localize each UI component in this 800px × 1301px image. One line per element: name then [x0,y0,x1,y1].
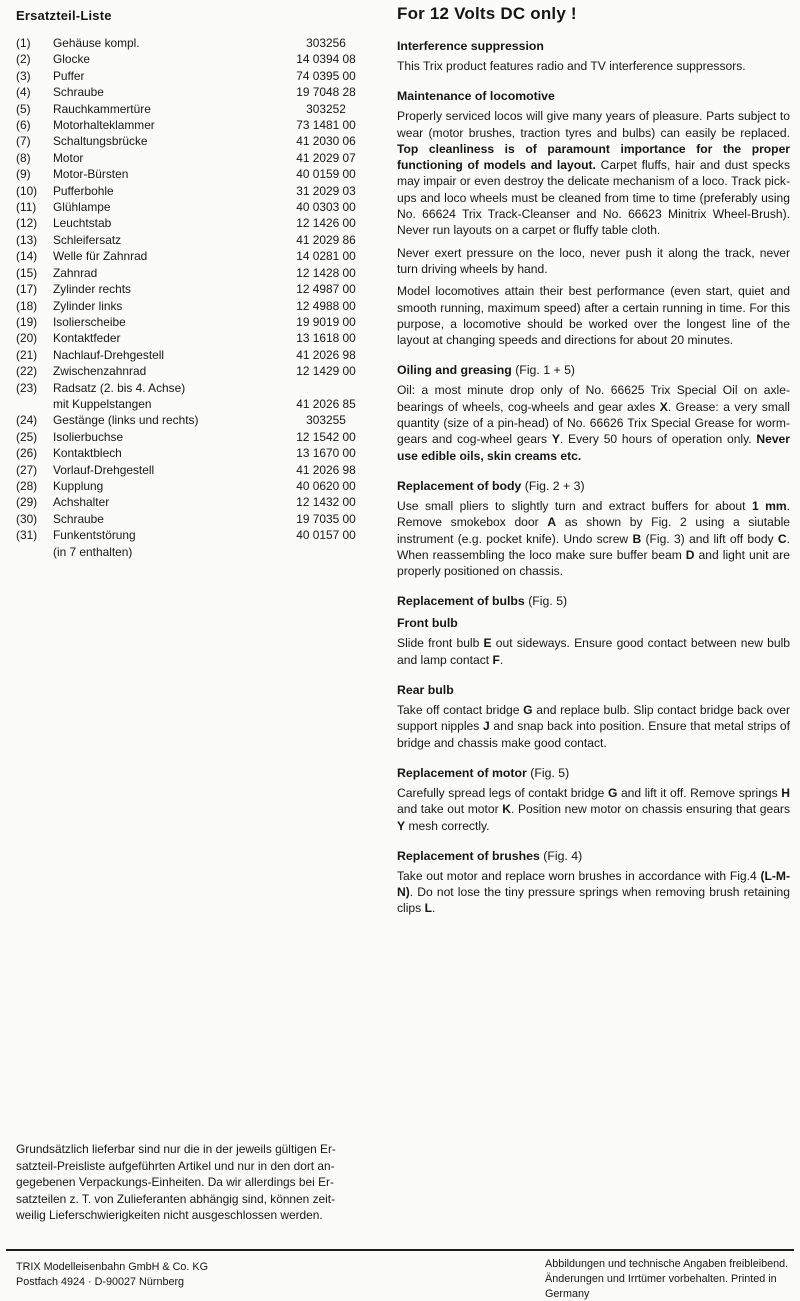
availability-note [16,1141,396,1224]
paragraph [397,283,790,348]
parts-row [16,429,386,445]
part-name: (in 7 enthalten) [53,544,133,559]
part-code: 13 1618 00 [296,331,356,346]
section-heading-row [397,849,790,863]
text-segment: Never exert pressure on the loco, never push it along the track, never turn driving wheels by hand. [397,245,790,276]
parts-row [16,117,386,133]
part-index: (27) [16,462,38,477]
part-code: 14 0281 00 [296,249,356,264]
part-name: Schraube [53,511,104,526]
part-name: mit Kuppelstangen [53,396,152,411]
page-title: For 12 Volts DC only ! [397,4,577,23]
part-code: 40 0157 00 [296,528,356,543]
section [397,479,790,579]
part-code: 303255 [306,413,346,428]
parts-row [16,101,386,117]
part-code: 41 2026 85 [296,396,356,411]
part-name: Kupplung [53,478,104,493]
part-code: 12 1542 00 [296,429,356,444]
publisher-postal: Postfach 4924 · D-90027 Nürnberg [16,1276,185,1288]
section [397,89,790,348]
parts-row [16,544,386,560]
part-code [276,544,376,560]
part-index: (21) [16,347,38,362]
part-index: (25) [16,429,38,444]
part-name: Schleifersatz [53,232,122,247]
text-segment: Model locomotives attain their best performance (even start, quiet and smooth running, maximum speed) after a certain running in time. For this purpose, a locomotive should be worked over the longest line of the layout at changing speeds and directions for about 20 minutes. [397,284,790,348]
section-heading-row [397,594,790,608]
part-index: (17) [16,282,38,297]
part-code: 12 4987 00 [296,282,356,297]
parts-list-title: Ersatzteil-Liste [16,8,112,23]
part-name: Welle für Zahnrad [53,249,148,264]
legal-line-2: Änderungen und Irrtümer vorbehalten. Printed in Germany [545,1273,777,1300]
parts-row [16,35,386,51]
part-name: Gestänge (links und rechts) [53,413,199,428]
section [397,766,790,834]
part-index: (12) [16,216,38,231]
note-line: Grundsätzlich lieferbar sind nur die in der jeweils gültigen Er- [16,1142,336,1156]
section-heading-row [397,766,790,780]
parts-row [16,396,386,412]
section-heading: Replacement of brushes [397,848,540,863]
parts-row [16,281,386,297]
parts-row [16,494,386,510]
text-segment: . [499,652,504,667]
paragraph [397,868,790,917]
section-heading-row [397,363,790,377]
text-segment: E [483,636,492,651]
part-name: Glocke [53,52,91,67]
text-segment: This Trix product features radio and TV interference suppressors. [397,59,746,73]
parts-row [16,166,386,182]
parts-list [16,8,386,560]
section-heading: Front bulb [397,616,458,631]
part-code: 12 1426 00 [296,216,356,231]
part-name: Schaltungsbrücke [53,134,148,149]
text-segment: . Grease: a very small quantity (size of a pin-head) of No. 66626 Trix Special Grease for worm-gears and cog-wheel gears [397,399,790,447]
text-segment: . [431,901,436,916]
part-index: (23) [16,380,38,395]
parts-row [16,248,386,264]
text-segment: . Remove smokebox door [397,498,790,530]
part-index: (31) [16,528,38,543]
text-segment: . Do not lose the tiny pressure springs when removing brush retaining clips [397,885,790,916]
parts-row [16,183,386,199]
text-segment: and snap back into position. Ensure that metal strips of bridge and chassis make good contact. [397,719,790,750]
parts-list-rows [16,35,386,560]
part-code: 19 7048 28 [296,85,356,100]
section-heading: Replacement of body [397,478,522,493]
section-heading: Rear bulb [397,683,454,698]
paragraph [397,58,790,74]
text-segment: and light unit are properly positioned on chassis. [397,547,790,579]
text-segment: Y [397,818,406,833]
part-name: Kontaktfeder [53,331,121,346]
text-segment: Carpet fluffs, hair and dust specks may impair or even destroy the delicate mechanism of a loco. Track pick-ups and loco wheels must be cleaned from time to time (preferably using No. 66624 Trix Track-Cleanser and No. 66623 Minitrix Wheel-Brush). Never run layouts on a carpet or fluffy table cloth. [397,158,790,238]
instructions-column [397,4,790,923]
part-index: (26) [16,446,38,461]
text-segment: Properly serviced locos will give many years of pleasure. Parts subject to wear (motor brushes, traction tyres and bulbs) can easily be replaced. [397,109,790,140]
text-segment: Slide front bulb [397,636,484,651]
part-name: Pufferbohle [53,183,114,198]
parts-row [16,150,386,166]
text-segment: Use small pliers to slightly turn and extract buffers for about [397,498,752,513]
part-code: 74 0395 00 [296,68,356,83]
part-index: (6) [16,118,31,133]
paragraph [397,498,790,579]
parts-row [16,363,386,379]
section [397,849,790,917]
part-code: 41 2030 06 [296,134,356,149]
text-segment: and lift it off. Remove springs [617,785,782,800]
parts-row [16,347,386,363]
paragraph [397,635,790,668]
part-name: Vorlauf-Drehgestell [53,462,155,477]
part-name: Radsatz (2. bis 4. Achse) [53,380,186,395]
part-name: Kontaktblech [53,446,122,461]
text-segment: (Fig. 3) and lift off body [641,531,778,546]
parts-row [16,68,386,84]
part-code: 40 0159 00 [296,167,356,182]
part-code: 31 2029 03 [296,183,356,198]
text-segment: out sideways. Ensure good contact between new bulb and lamp contact [397,636,791,667]
text-segment: . When reassembling the loco make sure buffer beam [397,531,790,562]
part-index: (4) [16,85,31,100]
section-heading-note: (Fig. 1 + 5) [511,363,576,378]
section-heading-note: (Fig. 4) [539,848,583,863]
text-segment: A [547,515,557,530]
text-segment: and replace bulb. Slip contact bridge back over support nipples [397,703,790,734]
part-index: (28) [16,478,38,493]
section-heading-row [397,479,790,493]
section [397,616,790,668]
paragraph [397,245,790,278]
part-name: Zwischenzahnrad [53,364,147,379]
parts-row [16,199,386,215]
section [397,594,790,608]
text-segment: G [607,785,618,800]
part-index: (9) [16,167,31,182]
text-segment: mesh correctly. [405,818,490,833]
part-code: 12 1429 00 [296,364,356,379]
part-index: (14) [16,249,38,264]
text-segment: B [632,531,642,546]
part-index: (15) [16,265,38,280]
part-code: 41 2026 98 [296,347,356,362]
part-code: 73 1481 00 [296,118,356,133]
part-index: (18) [16,298,38,313]
parts-row [16,51,386,67]
part-name: Isolierscheibe [53,314,126,329]
part-name: Achshalter [53,495,110,510]
part-index: (30) [16,511,38,526]
text-segment: J [483,719,490,734]
parts-row [16,527,386,543]
part-index: (1) [16,36,31,50]
part-index: (19) [16,314,38,329]
parts-row [16,232,386,248]
part-code [276,380,376,396]
text-segment: as shown by Fig. 2 using a siutable instrument (e.g. pocket knife). Undo screw [397,515,791,546]
parts-row [16,133,386,149]
publisher-name: TRIX Modelleisenbahn GmbH & Co. KG [16,1261,209,1273]
section [397,683,790,751]
text-segment: G [523,703,533,718]
legal-line-1: Abbildungen und technische Angaben freibleibend. [545,1258,789,1270]
part-index: (2) [16,52,31,67]
part-index: (11) [16,200,37,215]
paragraph [397,785,790,834]
part-code: 40 0620 00 [296,478,356,493]
parts-row [16,511,386,527]
publisher-address [16,1260,208,1290]
text-segment: Take off contact bridge [397,703,524,718]
note-line: satzteil-Preisliste aufgeführten Artikel und nur in den dort an- [16,1158,335,1173]
section-heading-row [397,89,790,103]
part-code: 303256 [306,36,346,50]
sections [397,39,790,917]
text-segment: Never use edible oils, skin creams etc. [397,432,790,463]
text-segment: H [781,785,790,800]
part-code: 41 2029 07 [296,150,356,165]
part-code: 41 2026 98 [296,462,356,477]
part-name: Schraube [53,85,104,100]
part-index: (24) [16,413,38,428]
text-segment: Oil: a most minute drop only of No. 66625 Trix Special Oil on axle-bearings of wheels, cog-wheels and gear axles [397,383,790,414]
part-index [16,396,53,412]
text-segment: C [777,531,787,546]
section-heading: Oiling and greasing [397,363,512,378]
text-segment: F [492,652,500,667]
part-name: Nachlauf-Drehgestell [53,347,165,362]
part-code: 40 0303 00 [296,200,356,215]
parts-row [16,412,386,428]
part-name: Zylinder links [53,298,123,313]
section [397,363,790,463]
section-heading-row [397,616,790,630]
part-name: Gehäuse kompl. [53,36,140,50]
part-name: Zylinder rechts [53,282,131,297]
part-name: Motor-Bürsten [53,167,129,182]
part-code: 12 4988 00 [296,298,356,313]
part-index: (3) [16,68,31,83]
section-heading: Interference suppression [397,39,544,53]
part-code: 12 1428 00 [296,265,356,280]
text-segment: . Position new motor on chassis ensuring that gears [510,802,790,817]
parts-row [16,298,386,314]
section [397,39,790,74]
text-segment: Y [551,432,560,447]
parts-row [16,265,386,281]
text-segment: (L-M-N) [397,868,790,900]
note-line: gegebenen Verpackungs-Einheiten. Da wir allerdings bei Er- [16,1175,334,1190]
text-segment: Top cleanliness is of paramount importance for the proper functioning of models and layout. [397,141,790,173]
section-heading-row [397,683,790,697]
section-heading-note: (Fig. 5) [524,594,568,609]
text-segment: Take out motor and replace worn brushes in accordance with Fig.4 [397,868,761,883]
part-index: (7) [16,134,31,149]
parts-row [16,314,386,330]
part-name: Motorhalteklammer [53,118,155,133]
section-heading: Replacement of motor [397,765,527,780]
text-segment: K [502,802,511,817]
note-line: weilig Lieferschwierigkeiten nicht ausgeschlossen werden. [16,1208,323,1223]
part-name: Motor [53,150,84,165]
part-code: 41 2029 86 [296,232,356,247]
part-name: Rauchkammertüre [53,101,151,116]
part-name: Isolierbuchse [53,429,124,444]
part-code: 13 1670 00 [296,446,356,461]
part-name: Puffer [53,68,85,83]
part-code: 19 9019 00 [296,314,356,329]
part-index: (22) [16,364,38,379]
parts-row [16,84,386,100]
part-index: (8) [16,150,31,165]
part-index: (29) [16,495,38,510]
text-segment: . Every 50 hours of operation only. [559,432,757,447]
part-code: 19 7035 00 [296,511,356,526]
part-name: Glühlampe [53,200,111,215]
note-line: satzteilen z. T. von Zulieferanten abhängig sind, können zeit- [16,1191,336,1206]
parts-row [16,445,386,461]
paragraph [397,702,790,751]
part-code: 303252 [306,101,346,116]
parts-row [16,462,386,478]
part-name: Funkentstörung [53,528,136,543]
section-heading-note: (Fig. 5) [526,765,570,780]
part-code: 14 0394 08 [296,52,356,67]
part-index: (13) [16,232,38,247]
part-code: 12 1432 00 [296,495,356,510]
parts-row [16,380,386,396]
text-segment: D [685,547,695,562]
part-index: (5) [16,101,31,116]
legal-note [545,1257,795,1301]
text-segment: and take out motor [397,802,503,817]
part-index: (20) [16,331,38,346]
part-name: Zahnrad [53,265,98,280]
section-heading-row [397,39,790,53]
text-segment: X [659,399,668,414]
text-segment: 1 mm [751,498,787,513]
footer-divider [6,1249,794,1251]
section-heading: Maintenance of locomotive [397,89,555,104]
part-name: Leuchtstab [53,216,112,231]
parts-row [16,478,386,494]
paragraph [397,108,790,238]
section-heading-note: (Fig. 2 + 3) [521,478,585,493]
section-heading: Replacement of bulbs [397,594,525,609]
paragraph [397,382,790,463]
parts-row [16,215,386,231]
part-index: (10) [16,183,38,198]
part-index [16,544,53,560]
text-segment: Carefully spread legs of contakt bridge [397,785,608,800]
text-segment: L [424,901,432,916]
parts-row [16,330,386,346]
